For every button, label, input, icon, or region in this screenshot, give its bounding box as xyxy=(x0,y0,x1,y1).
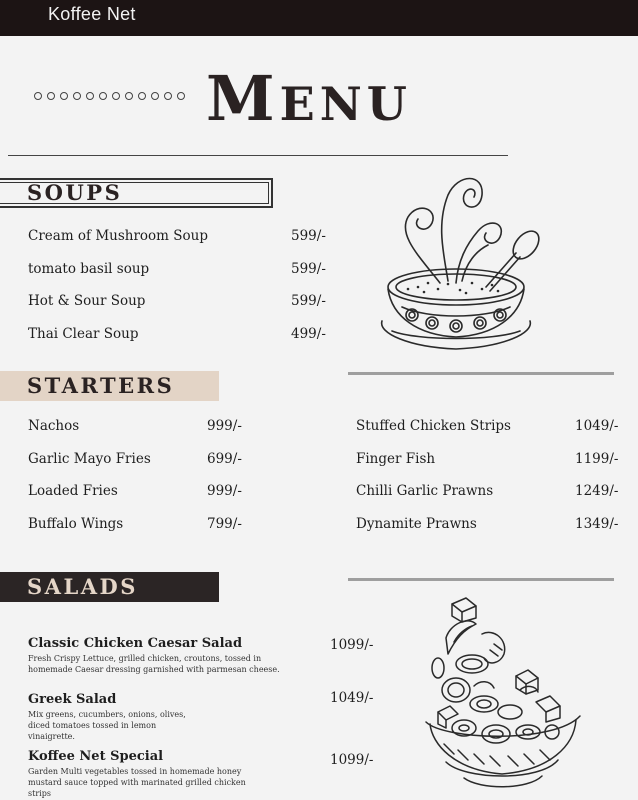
soup-item-price: 499/- xyxy=(291,326,326,342)
starters-divider xyxy=(348,372,614,375)
brand-name: Koffee Net xyxy=(48,4,136,24)
starter-item-price: 699/- xyxy=(207,451,242,467)
starter-item-name: Loaded Fries xyxy=(28,483,118,499)
starters-label: STARTERS xyxy=(27,373,175,398)
starter-item-price: 1349/- xyxy=(575,516,619,532)
soups-label: SOUPS xyxy=(27,180,123,205)
starter-item-name: Buffalo Wings xyxy=(28,516,124,532)
title-divider xyxy=(8,155,508,156)
starter-item-price: 1049/- xyxy=(575,418,619,434)
salads-divider xyxy=(348,578,614,581)
starter-item-name: Finger Fish xyxy=(356,451,436,467)
salad-item-description: Mix greens, cucumbers, onions, olives, diced tomatoes tossed in lemon vinaigrette. xyxy=(28,710,186,741)
starter-item-name: Dynamite Prawns xyxy=(356,516,477,532)
starter-item-name: Stuffed Chicken Strips xyxy=(356,418,511,434)
soup-item-price: 599/- xyxy=(291,261,326,277)
starter-item-name: Nachos xyxy=(28,418,80,434)
soup-item-name: Cream of Mushroom Soup xyxy=(28,228,208,244)
salad-item-name: Koffee Net Special xyxy=(28,749,164,764)
salad-item-description: Fresh Crispy Lettuce, grilled chicken, croutons, tossed in homemade Caesar dressing garnished with parmesan cheese. xyxy=(28,654,280,674)
title-rest: ENU xyxy=(279,77,412,131)
decorative-dots xyxy=(34,92,185,100)
starter-item-price: 999/- xyxy=(207,483,242,499)
salad-item-price: 1049/- xyxy=(330,690,374,706)
salad-item-description: Garden Multi vegetables tossed in homemade honey mustard sauce topped with marinated grilled chicken strips xyxy=(28,767,246,798)
salads-header xyxy=(0,572,219,602)
soup-bowl-illustration-icon xyxy=(378,165,543,360)
starter-item-price: 799/- xyxy=(207,516,242,532)
soup-item-name: Hot & Sour Soup xyxy=(28,293,146,309)
soup-item-name: tomato basil soup xyxy=(28,261,150,277)
starter-item-price: 1249/- xyxy=(575,483,619,499)
starter-item-price: 999/- xyxy=(207,418,242,434)
soup-item-price: 599/- xyxy=(291,228,326,244)
starter-item-name: Garlic Mayo Fries xyxy=(28,451,151,467)
soups-header xyxy=(0,178,273,208)
salad-item-name: Classic Chicken Caesar Salad xyxy=(28,636,243,651)
salad-item-name: Greek Salad xyxy=(28,692,117,707)
salad-item-price: 1099/- xyxy=(330,637,374,653)
top-bar xyxy=(0,0,638,36)
salad-item-price: 1099/- xyxy=(330,752,374,768)
soup-item-price: 599/- xyxy=(291,293,326,309)
starter-item-price: 1199/- xyxy=(575,451,619,467)
title-initial: M xyxy=(206,62,280,135)
page-title xyxy=(206,62,412,135)
salad-bowl-illustration-icon xyxy=(424,594,584,800)
salads-label: SALADS xyxy=(27,574,138,599)
starters-header xyxy=(0,371,219,401)
starter-item-name: Chilli Garlic Prawns xyxy=(356,483,494,499)
soup-item-name: Thai Clear Soup xyxy=(28,326,139,342)
